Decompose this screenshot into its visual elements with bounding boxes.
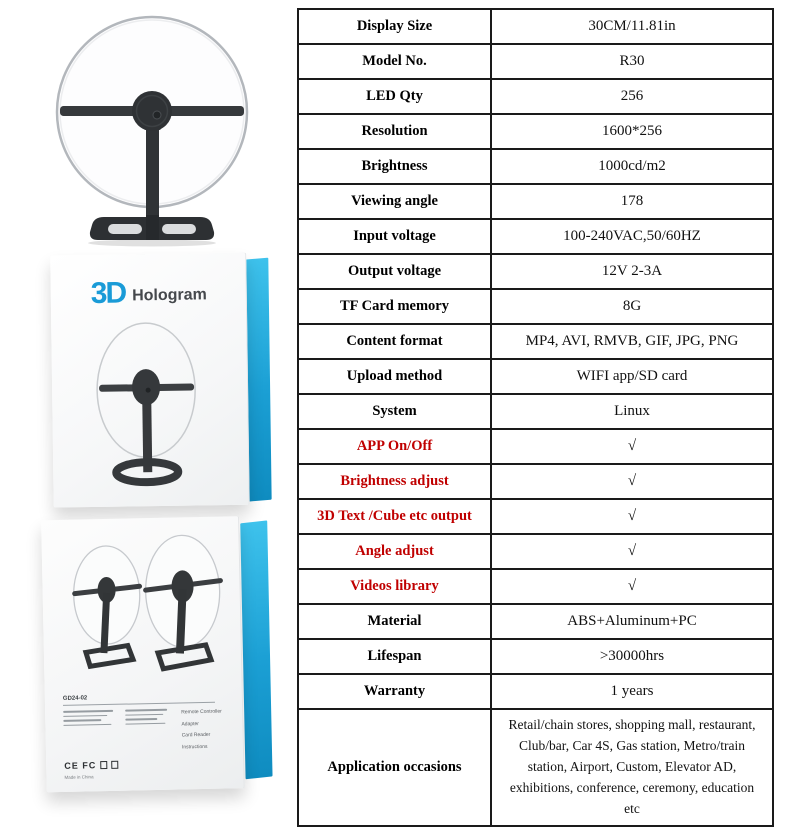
spec-row (298, 219, 773, 254)
spec-value: MP4, AVI, RMVB, GIF, JPG, PNG (491, 324, 773, 359)
spec-label: Brightness adjust (298, 464, 491, 499)
spec-row (298, 639, 773, 674)
base-cutout-left (108, 224, 142, 234)
spec-value: Retail/chain stores, shopping mall, restaurant, Club/bar, Car 4S, Gas station, Metro/train station, Airport, Custom, Elevator AD, exhibitions, conference, ceremony, education etc (491, 709, 773, 826)
box-back-model: GD24-02 (62, 695, 88, 702)
box-back-face (41, 516, 245, 792)
spec-row (298, 44, 773, 79)
hologram-fan-photo (38, 2, 270, 248)
spec-row (298, 9, 773, 44)
spec-label: Viewing angle (298, 184, 491, 219)
base-cutout-right (162, 224, 196, 234)
spec-value: 178 (491, 184, 773, 219)
spec-table-body (298, 9, 773, 826)
spec-value: Linux (491, 394, 773, 429)
spec-row (298, 289, 773, 324)
spec-row (298, 464, 773, 499)
retail-box-back-photo (33, 512, 275, 801)
spec-row (298, 604, 773, 639)
made-in-label: Made in China (64, 774, 94, 780)
box-back-blue-side (240, 520, 272, 779)
spec-value: √ (491, 499, 773, 534)
spec-row (298, 429, 773, 464)
spec-label: APP On/Off (298, 429, 491, 464)
hub-center-dot (153, 111, 161, 119)
accessory-item: Instructions (181, 743, 208, 750)
spec-row (298, 359, 773, 394)
hologram-fan-illustration (38, 2, 270, 248)
spec-row (298, 184, 773, 219)
spec-row (298, 149, 773, 184)
spec-value: ABS+Aluminum+PC (491, 604, 773, 639)
spec-row (298, 534, 773, 569)
spec-row (298, 254, 773, 289)
spec-label: Angle adjust (298, 534, 491, 569)
fineprint-col-1 (63, 708, 116, 754)
pole-base-joint (146, 215, 159, 240)
spec-value: √ (491, 534, 773, 569)
spec-value: √ (491, 429, 773, 464)
spec-row (298, 569, 773, 604)
art-hub (132, 369, 160, 405)
spec-value: 12V 2-3A (491, 254, 773, 289)
spec-label: Lifespan (298, 639, 491, 674)
box-front-blue-side (245, 258, 271, 502)
spec-value: √ (491, 464, 773, 499)
product-image-column (0, 0, 297, 800)
certification-marks (64, 757, 244, 771)
spec-label: Display Size (298, 9, 491, 44)
spec-row (298, 114, 773, 149)
spec-value: 256 (491, 79, 773, 114)
stand-pole (146, 120, 159, 228)
spec-value: 30CM/11.81in (491, 9, 773, 44)
spec-value: R30 (491, 44, 773, 79)
spec-label: Material (298, 604, 491, 639)
spec-row (298, 394, 773, 429)
art2-base-left (86, 645, 133, 666)
spec-value: WIFI app/SD card (491, 359, 773, 394)
spec-label: Input voltage (298, 219, 491, 254)
spec-label: 3D Text /Cube etc output (298, 499, 491, 534)
accessory-item: Adapter (181, 720, 200, 727)
box-front-device-art (51, 311, 250, 510)
spec-label: Warranty (298, 674, 491, 709)
spec-label: Brightness (298, 149, 491, 184)
spec-label: Application occasions (298, 709, 491, 826)
spec-label: TF Card memory (298, 289, 491, 324)
box-back-accessories (181, 705, 230, 751)
spec-value: 100-240VAC,50/60HZ (491, 219, 773, 254)
fineprint-col-2 (125, 707, 172, 753)
spec-label: System (298, 394, 491, 429)
art2-pole-left (103, 593, 108, 653)
spec-label: Model No. (298, 44, 491, 79)
box-back-fineprint (63, 692, 245, 780)
spec-value: 8G (491, 289, 773, 324)
spec-label: Upload method (298, 359, 491, 394)
box-back-devices-art (41, 530, 242, 692)
spec-value: >30000hrs (491, 639, 773, 674)
spec-label: Videos library (298, 569, 491, 604)
spec-table (297, 8, 774, 827)
spec-label: Output voltage (298, 254, 491, 289)
spec-label: Content format (298, 324, 491, 359)
accessory-item: Card Reader (181, 731, 211, 739)
logo-hologram-text: Hologram (132, 286, 207, 305)
fineprint-columns (63, 705, 244, 754)
brand-logo (51, 277, 247, 310)
art2-base-right (158, 645, 211, 669)
art2-pole-right (179, 589, 184, 653)
spec-value: 1000cd/m2 (491, 149, 773, 184)
rohs-icon (111, 761, 118, 769)
ce-fcc-mark: CE FC (64, 760, 97, 771)
accessory-item: Remote Controller (181, 708, 222, 716)
spec-row (298, 499, 773, 534)
spec-row (298, 709, 773, 826)
spec-value: 1600*256 (491, 114, 773, 149)
weee-icon (100, 761, 107, 769)
spec-value: 1 years (491, 674, 773, 709)
spec-value: √ (491, 569, 773, 604)
spec-row (298, 324, 773, 359)
box-front-face (50, 253, 249, 508)
fan-hub (132, 91, 172, 131)
spec-row (298, 674, 773, 709)
device-shadow (88, 240, 216, 247)
spec-row (298, 79, 773, 114)
spec-label: LED Qty (298, 79, 491, 114)
retail-box-front-photo (44, 246, 274, 515)
logo-3d-text: 3D (90, 276, 126, 310)
spec-label: Resolution (298, 114, 491, 149)
